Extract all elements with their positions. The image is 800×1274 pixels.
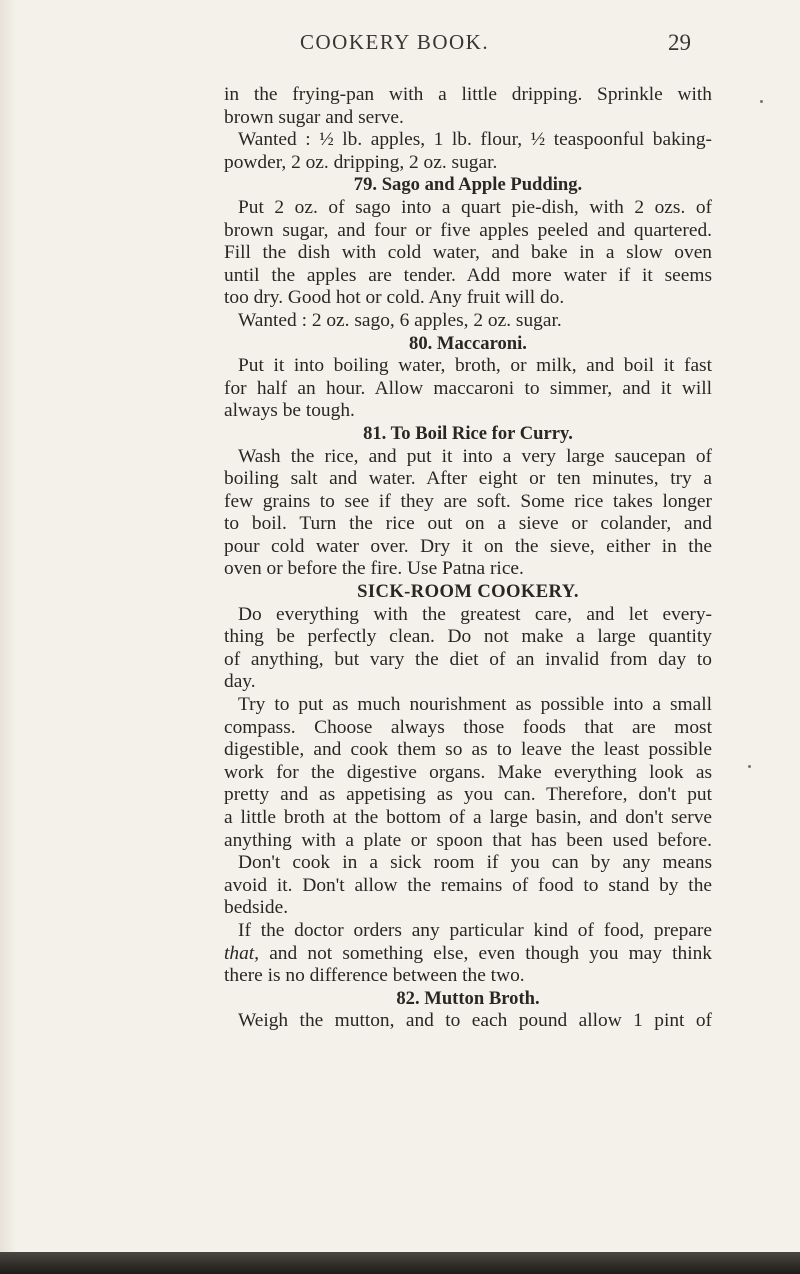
text-line: anything with a plate or spoon that has been used before. <box>224 829 712 851</box>
margin-speck <box>760 100 763 103</box>
text-line: compass. Choose always those foods that are most <box>224 716 712 738</box>
section-heading: 80. Maccaroni. <box>409 332 527 354</box>
text-line: few grains to see if they are soft. Some rice takes longer <box>224 490 712 512</box>
page-bottom-edge <box>0 1252 800 1274</box>
section-heading: 81. To Boil Rice for Curry. <box>363 422 573 444</box>
text-line: Fill the dish with cold water, and bake in a slow oven <box>224 242 712 264</box>
page-number: 29 <box>668 30 691 55</box>
text-line: always be tough. <box>224 400 355 422</box>
text-line: day. <box>224 671 256 693</box>
text-line: boiling salt and water. After eight or ten minutes, try a <box>224 468 712 490</box>
running-head-title: COOKERY BOOK. <box>300 30 490 54</box>
text-line: Wanted : 2 oz. sago, 6 apples, 2 oz. sugar. <box>238 309 562 331</box>
text-line: brown sugar, and four or five apples peeled and quartered. <box>224 219 712 241</box>
text-line: Try to put as much nourishment as possible into a small <box>238 694 712 716</box>
text-line: If the doctor orders any particular kind of food, prepare <box>238 919 712 941</box>
text-line: Wanted : ½ lb. apples, 1 lb. flour, ½ teaspoonful baking- <box>238 129 712 151</box>
text-line: there is no difference between the two. <box>224 965 525 987</box>
text-line: digestible, and cook them so as to leave the least possible <box>224 739 712 761</box>
page-gutter-shadow <box>0 0 16 1274</box>
margin-speck <box>748 765 751 768</box>
text-line: Wash the rice, and put it into a very large saucepan of <box>238 445 712 467</box>
text-line: for half an hour. Allow maccaroni to simmer, and it will <box>224 377 712 399</box>
text-line: pretty and as appetising as you can. Therefore, don't put <box>224 784 712 806</box>
text-line: bedside. <box>224 897 289 919</box>
text-line: work for the digestive organs. Make everything look as <box>224 761 712 783</box>
text-line: a little broth at the bottom of a large basin, and don't serve <box>224 807 712 828</box>
text-line: thing be perfectly clean. Do not make a large quantity <box>224 626 712 648</box>
text-line: brown sugar and serve. <box>224 106 404 128</box>
text-line: Don't cook in a sick room if you can by any means <box>238 852 712 874</box>
text-line: until the apples are tender. Add more water if it seems <box>224 264 712 286</box>
section-heading: SICK-ROOM COOKERY. <box>357 581 579 603</box>
text-line: too dry. Good hot or cold. Any fruit will do. <box>224 287 565 309</box>
text-line: Put it into boiling water, broth, or milk, and boil it fast <box>238 355 712 377</box>
running-head <box>0 30 800 58</box>
text-line: avoid it. Don't allow the remains of food to stand by the <box>224 874 712 896</box>
text-line: in the frying-pan with a little dripping. Sprinkle with <box>224 84 712 105</box>
text-line: Weigh the mutton, and to each pound allow 1 pint of <box>238 1010 712 1032</box>
text-line: Do everything with the greatest care, and let every- <box>238 603 712 625</box>
text-line: pour cold water over. Dry it on the sieve, either in the <box>224 535 712 557</box>
text-line: Put 2 oz. of sago into a quart pie-dish, with 2 ozs. of <box>238 196 712 218</box>
text-line: to boil. Turn the rice out on a sieve or colander, and <box>224 513 712 535</box>
text-line: oven or before the fire. Use Patna rice. <box>224 558 524 580</box>
page-body-text <box>224 84 712 1033</box>
text-line: of anything, but vary the diet of an invalid from day to <box>224 648 712 670</box>
text-line: powder, 2 oz. dripping, 2 oz. sugar. <box>224 151 498 173</box>
italic-word: that, <box>224 942 260 964</box>
text-line-rest: and not something else, even though you may think <box>259 942 712 964</box>
section-heading: 79. Sago and Apple Pudding. <box>353 174 583 196</box>
text-line <box>224 943 712 966</box>
section-heading: 82. Mutton Broth. <box>396 987 540 1009</box>
